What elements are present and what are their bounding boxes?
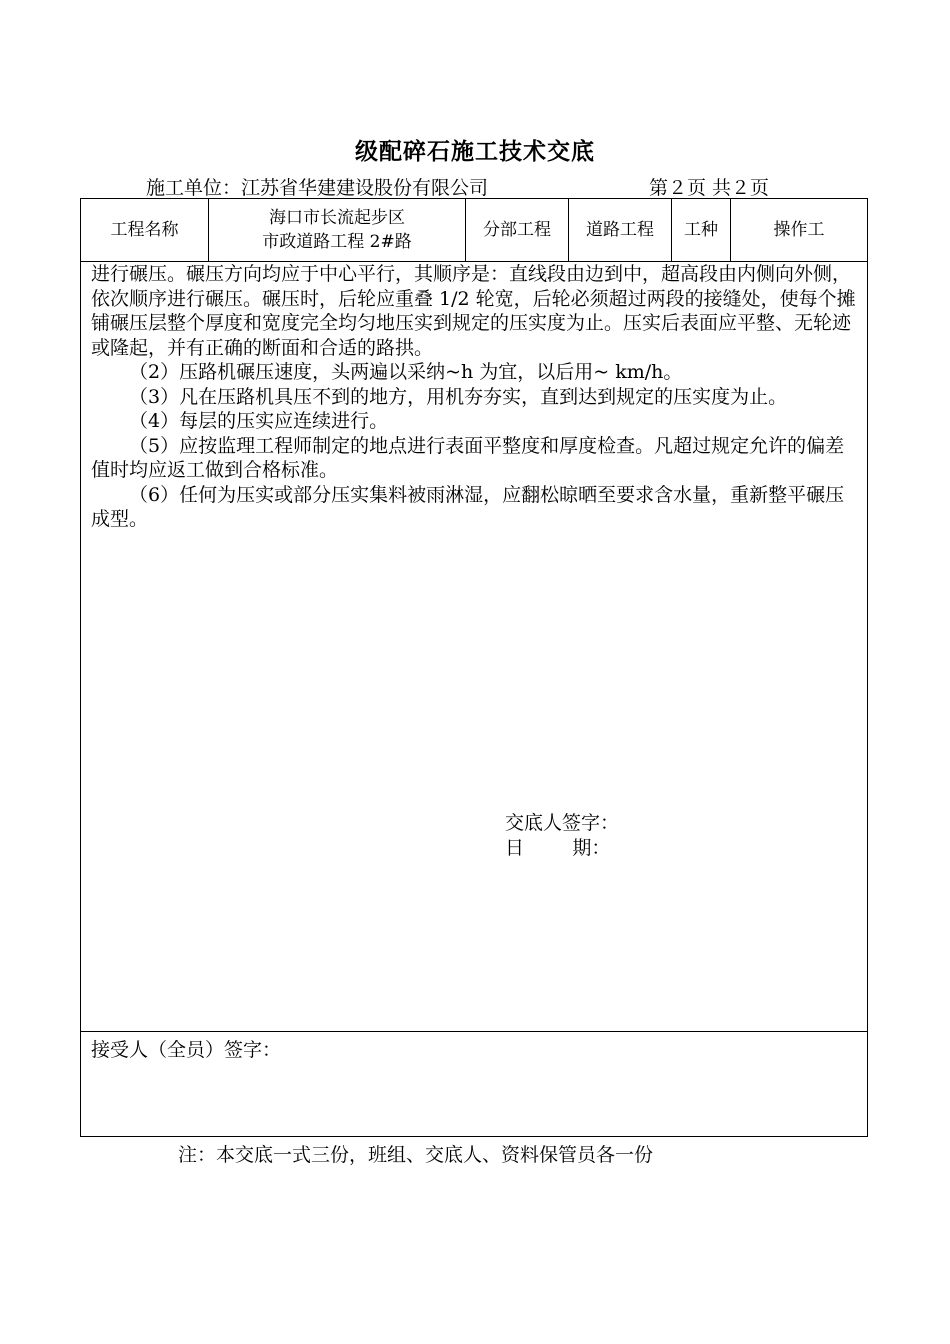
subproject-label: 分部工程 bbox=[483, 220, 551, 240]
construction-unit: 施工单位：江苏省华建建设股份有限公司 bbox=[146, 177, 489, 199]
table-header-row bbox=[81, 199, 867, 262]
trade-label: 工种 bbox=[684, 220, 718, 240]
receiver-signature-label: 接受人（全员）签字： bbox=[91, 1039, 282, 1061]
document-title: 级配碎石施工技术交底 bbox=[355, 138, 595, 165]
paragraph-rolling: 进行碾压。碾压方向均应于中心平行，其顺序是：直线段由边到中，超高段由内侧向外侧，依次顺序进行碾压。碾压时，后轮应重叠 1/2 轮宽，后轮必须超过两段的接缝处，使每个摊铺碾压层整个厚度和宽度完全均匀地压实到规定的压实度为止。压实后表面应平整、无轮迹或隆起，并有正确的断面和合适的路拱。 bbox=[91, 263, 856, 359]
paragraph-inspection: （5）应按监理工程师制定的地点进行表面平整度和厚度检查。凡超过规定允许的偏差值时均应返工做到合格标准。 bbox=[91, 434, 845, 481]
paragraph-continuous: （4）每层的压实应连续进行。 bbox=[129, 410, 389, 432]
paragraph-tamping: （3）凡在压路机具压不到的地方，用机夯夯实，直到达到规定的压实度为止。 bbox=[129, 385, 788, 408]
subproject-value: 道路工程 bbox=[586, 220, 654, 240]
disclosure-table bbox=[80, 198, 868, 1137]
divider bbox=[81, 1031, 867, 1032]
project-name-value: 海口市长流起步区 市政道路工程 2#路 bbox=[262, 208, 412, 252]
disclosure-content bbox=[91, 262, 861, 532]
signature-block bbox=[505, 811, 619, 860]
paragraph-speed: （2）压路机碾压速度，头两遍以采纳~h 为宜，以后用~ km/h。 bbox=[129, 361, 683, 383]
trade-value: 操作工 bbox=[773, 220, 825, 240]
footer-note: 注：本交底一式三份，班组、交底人、资料保管员各一份 bbox=[178, 1144, 654, 1166]
page-info: 第２页 共２页 bbox=[649, 177, 770, 199]
signer-signature-label: 交底人签字： bbox=[505, 812, 620, 834]
paragraph-rain: （6）任何为压实或部分压实集料被雨淋湿，应翻松晾晒至要求含水量，重新整平碾压成型。 bbox=[91, 483, 845, 530]
date-label: 日 期： bbox=[505, 836, 611, 859]
project-name-label: 工程名称 bbox=[110, 220, 179, 240]
